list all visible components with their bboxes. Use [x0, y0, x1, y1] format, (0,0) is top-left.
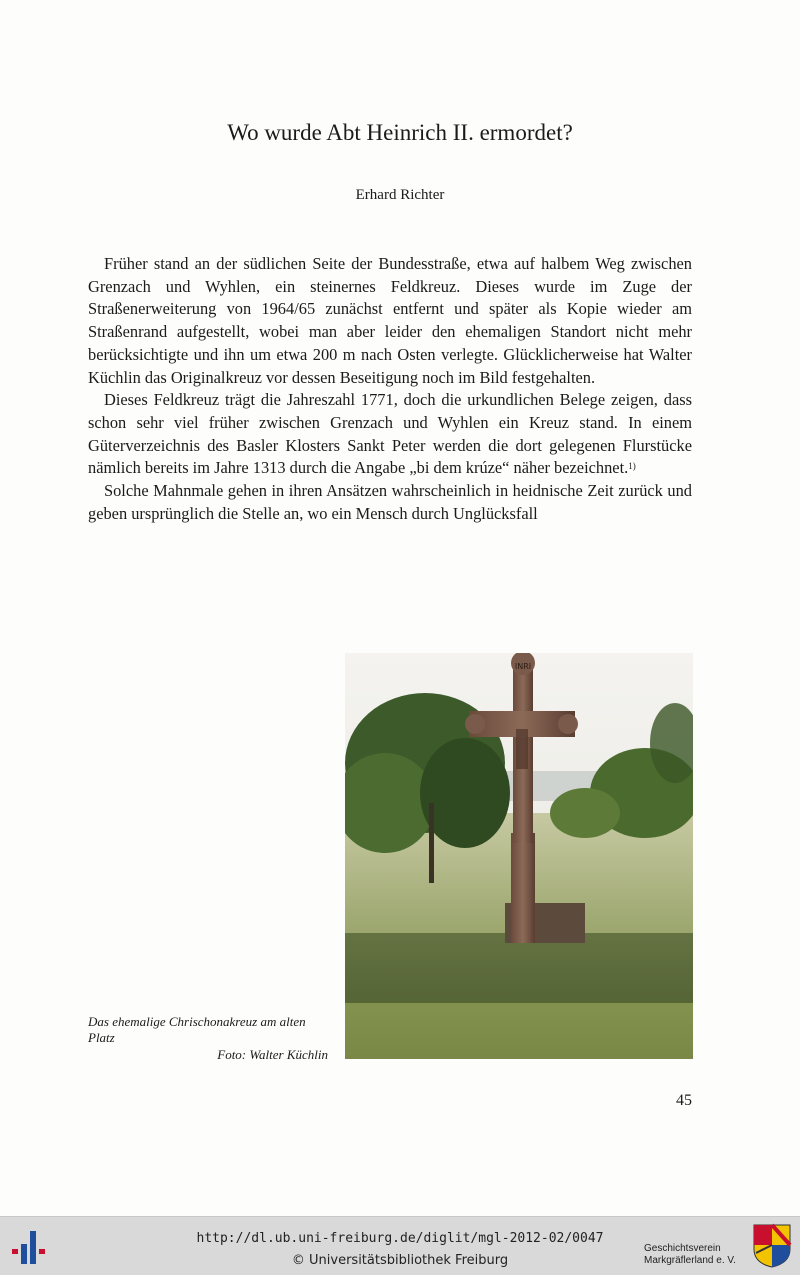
footnote-marker[interactable]: 1): [628, 461, 636, 472]
paragraph-3: Solche Mahnmale gehen in ihren Ansätzen wahrscheinlich in heidnische Zeit zurück und geben ursprünglich die Stelle an, wo ein Mensch durch Unglücksfall: [88, 481, 692, 523]
footer-bar: [0, 1216, 800, 1275]
cross-photo: [345, 653, 693, 1059]
article-body: [88, 253, 692, 525]
page-number: 45: [676, 1092, 692, 1109]
society-line-1: Geschichtsverein: [644, 1243, 721, 1254]
article-author: Erhard Richter: [355, 187, 445, 203]
society-line-2: Markgräflerland e. V.: [644, 1255, 736, 1266]
coat-of-arms-icon: [752, 1223, 792, 1269]
document-url-link[interactable]: http://dl.ub.uni-freiburg.de/diglit/mgl-2012-02/0047: [196, 1231, 604, 1246]
society-name: [644, 1243, 736, 1267]
photo-credit: Foto: Walter Küchlin: [217, 1047, 328, 1062]
article-title: Wo wurde Abt Heinrich II. ermordet?: [227, 120, 573, 145]
paragraph-1: Früher stand an der südlichen Seite der Bundesstraße, etwa auf halbem Weg zwischen Grenzach und Wyhlen, ein steinernes Feldkreuz. Dieses wurde im Zuge der Straßenerweiterung von 1964/65 zunächst entfernt und später als Kopie wieder am Straßenrand aufgestellt, wobei man aber leider den ehemaligen Standort nicht mehr berücksichtigte und ihn um etwa 200 m nach Osten verlegte. Glücklicherweise hat Walter Küchlin das Originalkreuz vor dessen Beseitigung noch im Bild festgehalten.: [88, 254, 692, 387]
paragraph-2: Dieses Feldkreuz trägt die Jahreszahl 1771, doch die urkundlichen Belege zeigen, dass schon sehr viel früher zwischen Grenzach und Wyhlen ein Kreuz stand. In einem Güterverzeichnis des Basler Klosters Sankt Peter werden die dort gelegenen Flurstücke nämlich bereits im Jahre 1313 durch die Angabe „bi dem krúze“ näher bezeichnet.$^{1)}$: [88, 390, 692, 478]
copyright-text: © Universitätsbibliothek Freiburg: [291, 1253, 509, 1268]
figure-caption: Das ehemalige Chrischonakreuz am alten Platz: [88, 1014, 306, 1045]
cross-inscription: INRI: [514, 662, 532, 671]
